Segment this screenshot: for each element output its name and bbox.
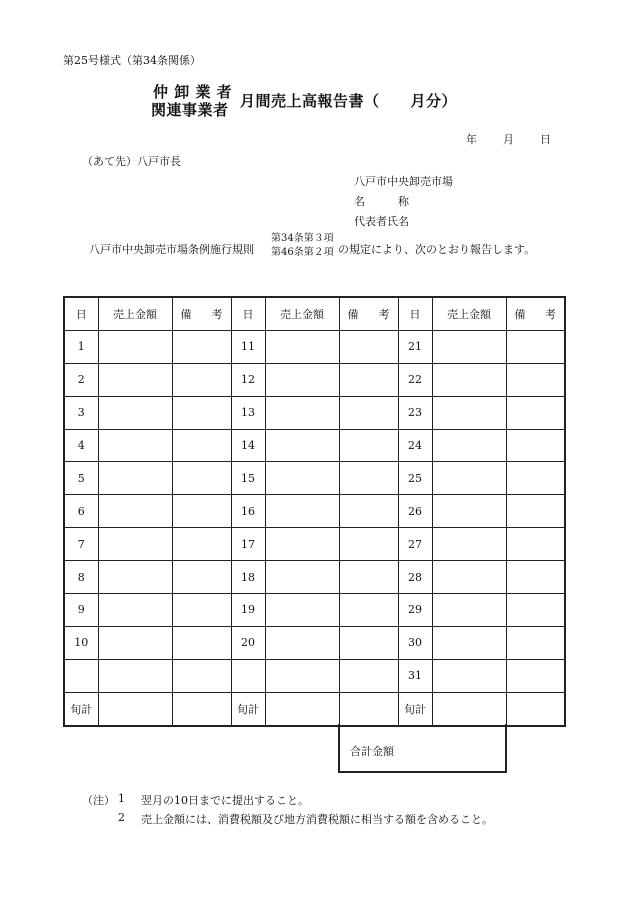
day-cell: 2 xyxy=(64,363,98,396)
header-remarks-a: 備 xyxy=(514,307,526,321)
table-row xyxy=(64,495,565,528)
remarks-cell[interactable] xyxy=(339,396,398,429)
sales-amount-cell[interactable] xyxy=(98,462,172,495)
remarks-cell[interactable] xyxy=(506,659,565,692)
table-row xyxy=(64,594,565,627)
sales-amount-cell[interactable] xyxy=(432,429,506,462)
sales-amount-cell[interactable] xyxy=(265,429,339,462)
form-number: 第25号様式（第34条関係） xyxy=(63,54,201,67)
header-remarks xyxy=(339,297,398,330)
sales-amount-cell[interactable] xyxy=(98,561,172,594)
header-amount: 売上金額 xyxy=(265,297,339,330)
sales-amount-cell[interactable] xyxy=(432,495,506,528)
remarks-cell[interactable] xyxy=(506,626,565,659)
day-cell: 28 xyxy=(398,561,432,594)
title-wholesaler: 仲 卸 業 者 xyxy=(153,83,233,101)
remarks-cell[interactable] xyxy=(506,594,565,627)
remarks-cell[interactable] xyxy=(506,429,565,462)
day-cell xyxy=(231,659,265,692)
sales-amount-cell[interactable] xyxy=(98,495,172,528)
table-row xyxy=(64,396,565,429)
subtotal-remarks-cell[interactable] xyxy=(339,692,398,725)
day-cell: 4 xyxy=(64,429,98,462)
remarks-cell[interactable] xyxy=(506,363,565,396)
addressee: （あて先）八戸市長 xyxy=(82,155,181,168)
header-remarks-b: 考 xyxy=(211,307,223,321)
sales-amount-cell[interactable] xyxy=(432,626,506,659)
remarks-cell[interactable] xyxy=(172,528,231,561)
sales-amount-cell[interactable] xyxy=(265,561,339,594)
table-row xyxy=(64,561,565,594)
header-remarks xyxy=(172,297,231,330)
sales-amount-cell[interactable] xyxy=(432,659,506,692)
sales-amount-cell[interactable] xyxy=(265,462,339,495)
grand-total-box xyxy=(338,724,507,773)
sales-amount-cell[interactable] xyxy=(265,659,339,692)
table-row xyxy=(64,429,565,462)
day-cell: 1 xyxy=(64,330,98,363)
sales-amount-cell[interactable] xyxy=(265,626,339,659)
sales-amount-cell[interactable] xyxy=(432,561,506,594)
date-year: 年 xyxy=(466,133,477,146)
table-row xyxy=(64,330,565,363)
sales-amount-cell[interactable] xyxy=(98,626,172,659)
sales-amount-cell[interactable] xyxy=(265,528,339,561)
header-remarks-a: 備 xyxy=(180,307,192,321)
header-day: 日 xyxy=(231,297,265,330)
sales-amount-cell[interactable] xyxy=(432,396,506,429)
remarks-cell[interactable] xyxy=(172,330,231,363)
remarks-cell[interactable] xyxy=(339,626,398,659)
sales-amount-cell[interactable] xyxy=(98,330,172,363)
day-cell: 17 xyxy=(231,528,265,561)
sales-table xyxy=(63,296,566,727)
day-cell: 26 xyxy=(398,495,432,528)
header-amount: 売上金額 xyxy=(432,297,506,330)
subtotal-remarks-cell[interactable] xyxy=(506,692,565,725)
sales-table-body xyxy=(64,297,565,726)
sales-amount-cell[interactable] xyxy=(265,363,339,396)
remarks-cell[interactable] xyxy=(339,462,398,495)
statement-prefix: 八戸市中央卸売市場条例施行規則 xyxy=(89,243,254,256)
header-remarks xyxy=(506,297,565,330)
remarks-cell[interactable] xyxy=(172,429,231,462)
day-cell: 13 xyxy=(231,396,265,429)
header-remarks-a: 備 xyxy=(347,307,359,321)
sales-amount-cell[interactable] xyxy=(98,396,172,429)
remarks-cell[interactable] xyxy=(506,462,565,495)
header-amount: 売上金額 xyxy=(98,297,172,330)
remarks-cell[interactable] xyxy=(172,495,231,528)
day-cell: 6 xyxy=(64,495,98,528)
remarks-cell[interactable] xyxy=(339,561,398,594)
day-cell: 20 xyxy=(231,626,265,659)
sender-market: 八戸市中央卸売市場 xyxy=(354,175,453,188)
day-cell: 19 xyxy=(231,594,265,627)
notes-prefix: （注） xyxy=(82,794,115,807)
table-row xyxy=(64,462,565,495)
sales-amount-cell[interactable] xyxy=(432,363,506,396)
table-row xyxy=(64,363,565,396)
remarks-cell[interactable] xyxy=(506,528,565,561)
date-month: 月 xyxy=(503,133,514,146)
day-cell: 15 xyxy=(231,462,265,495)
remarks-cell[interactable] xyxy=(506,561,565,594)
remarks-cell[interactable] xyxy=(339,363,398,396)
sales-amount-cell[interactable] xyxy=(98,528,172,561)
sales-amount-cell[interactable] xyxy=(432,594,506,627)
page-title: 月間売上高報告書（ 月分） xyxy=(240,92,458,110)
remarks-cell[interactable] xyxy=(172,462,231,495)
day-cell: 21 xyxy=(398,330,432,363)
remarks-cell[interactable] xyxy=(172,626,231,659)
day-cell xyxy=(64,659,98,692)
day-cell: 5 xyxy=(64,462,98,495)
header-remarks-b: 考 xyxy=(378,307,390,321)
note-1-number: 1 xyxy=(118,792,125,805)
day-cell: 30 xyxy=(398,626,432,659)
day-cell: 16 xyxy=(231,495,265,528)
sales-amount-cell[interactable] xyxy=(98,363,172,396)
day-cell: 14 xyxy=(231,429,265,462)
remarks-cell[interactable] xyxy=(506,495,565,528)
sender-representative-label: 代表者氏名 xyxy=(354,215,409,228)
remarks-cell[interactable] xyxy=(506,396,565,429)
day-cell: 3 xyxy=(64,396,98,429)
sales-amount-cell[interactable] xyxy=(265,330,339,363)
day-cell: 12 xyxy=(231,363,265,396)
statement-suffix: の規定により、次のとおり報告します。 xyxy=(338,243,536,256)
day-cell: 25 xyxy=(398,462,432,495)
day-cell: 18 xyxy=(231,561,265,594)
header-row xyxy=(64,297,565,330)
subtotal-amount-cell[interactable] xyxy=(432,692,506,725)
day-cell: 31 xyxy=(398,659,432,692)
subtotal-amount-cell[interactable] xyxy=(98,692,172,725)
sales-amount-cell[interactable] xyxy=(98,594,172,627)
note-1-text: 翌月の10日までに提出すること。 xyxy=(141,794,309,807)
remarks-cell[interactable] xyxy=(339,659,398,692)
day-cell: 27 xyxy=(398,528,432,561)
sales-amount-cell[interactable] xyxy=(265,594,339,627)
remarks-cell[interactable] xyxy=(172,396,231,429)
day-cell: 22 xyxy=(398,363,432,396)
day-cell: 7 xyxy=(64,528,98,561)
day-cell: 9 xyxy=(64,594,98,627)
remarks-cell[interactable] xyxy=(339,528,398,561)
header-day: 日 xyxy=(64,297,98,330)
statement-clause-34: 第34条第３項 xyxy=(271,233,334,244)
sales-amount-cell[interactable] xyxy=(432,528,506,561)
header-remarks-b: 考 xyxy=(545,307,556,321)
sales-amount-cell[interactable] xyxy=(432,462,506,495)
sales-amount-cell[interactable] xyxy=(432,330,506,363)
remarks-cell[interactable] xyxy=(172,363,231,396)
day-cell: 23 xyxy=(398,396,432,429)
table-row xyxy=(64,626,565,659)
table-row xyxy=(64,528,565,561)
date-day: 日 xyxy=(540,133,551,146)
subtotal-amount-cell[interactable] xyxy=(265,692,339,725)
subtotal-label: 旬計 xyxy=(64,692,98,725)
day-cell: 11 xyxy=(231,330,265,363)
remarks-cell[interactable] xyxy=(339,429,398,462)
header-day: 日 xyxy=(398,297,432,330)
subtotal-label: 旬計 xyxy=(398,692,432,725)
sales-amount-cell[interactable] xyxy=(265,495,339,528)
statement-clause-46: 第46条第２項 xyxy=(271,247,334,258)
remarks-cell[interactable] xyxy=(172,594,231,627)
statement-clauses xyxy=(271,232,334,260)
remarks-cell[interactable] xyxy=(339,330,398,363)
note-2-text: 売上金額には、消費税額及び地方消費税額に相当する額を含めること。 xyxy=(141,813,493,826)
remarks-cell[interactable] xyxy=(172,561,231,594)
sender-name-label: 名 称 xyxy=(354,195,409,208)
sales-amount-cell[interactable] xyxy=(98,429,172,462)
day-cell: 10 xyxy=(64,626,98,659)
subtotal-label: 旬計 xyxy=(231,692,265,725)
remarks-cell[interactable] xyxy=(339,594,398,627)
remarks-cell[interactable] xyxy=(339,495,398,528)
table-row xyxy=(64,659,565,692)
note-2-number: 2 xyxy=(118,811,125,824)
day-cell: 29 xyxy=(398,594,432,627)
day-cell: 8 xyxy=(64,561,98,594)
title-related-business: 関連事業者 xyxy=(151,101,229,119)
subtotal-row xyxy=(64,692,565,725)
remarks-cell[interactable] xyxy=(506,330,565,363)
sales-amount-cell[interactable] xyxy=(98,659,172,692)
day-cell: 24 xyxy=(398,429,432,462)
subtotal-remarks-cell[interactable] xyxy=(172,692,231,725)
grand-total-label: 合計金額 xyxy=(350,745,394,758)
sales-amount-cell[interactable] xyxy=(265,396,339,429)
remarks-cell[interactable] xyxy=(172,659,231,692)
